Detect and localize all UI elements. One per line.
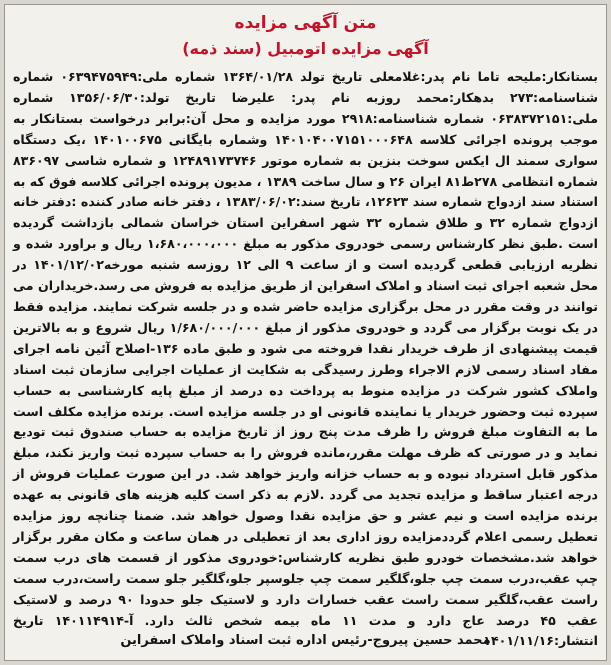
notice-title: متن آگهی مزایده: [234, 13, 377, 33]
notice-body: بستانکار:ملیحه تاما نام پدر:غلامعلی تاریخ تولد ۱۳۶۴/۰۱/۲۸ شماره ملی:۰۶۳۹۴۷۵۹۴۹ شماره شناسنامه:۲۷۳ بدهکار:محمد روزبه نام پدر: علیرضا تاریخ تولد:۱۳۵۶/۰۶/۳۰ شماره ملی:۰۶۳۸۳۷۲۱۵۱ شماره شناسنامه:۲۹۱۸ مورد مزایده و محل آن:برابر درخواست بستانکار به موجب پرونده اجرائی کلاسه ۱۴۰۱۰۴۰۰۷۱۵۱۰۰۰۶۴۸ وشماره بایگانی ۱۴۰۱۰۰۶۷۵ ،یک دستگاه سواری سمند ال ایکس سوخت بنزین به شماره موتور ۱۲۴۸۹۱۷۳۷۴۶ و شماره شاسی ۸۳۶۰۹۷ شماره انتظامی ۲۷۸ط۸۱ ایران ۲۶ و سال ساخت ۱۳۸۹ ، مدیون پرونده اجرائی کلاسه فوق که به استناد سند ازدواج شماره سند ۱۲۶۲۳، تاریخ سند:۱۳۸۳/۰۶/۰۲ ، دفتر خانه صادر کننده :دفتر خانه ازدواج شماره ۳۲ و طلاق شماره ۳۲ شهر اسفراین استان خراسان شمالی بازداشت گردیده است .طبق نظر کارشناس رسمی خودروی مذکور به مبلغ ۱،۶۸۰،۰۰۰،۰۰۰ ریال و براورد شده و نظریه ارزیابی قطعی گردیده است و از ساعت ۹ الی ۱۲ روزسه شنبه مورخه۱۴۰۱/۱۲/۰۲ در محل شعبه اجرای ثبت اسناد و املاک اسفراین از طریق مزایده به فروش می رسد.خریداران می توانند در وقت مقرر در محل برگزاری مزایده حاضر شده و در جلسه شرکت نمایند. مزایده فقط در یک نوبت برگزار می گردد و خودروی مذکور از مبلغ ۱/۶۸۰/۰۰۰/۰۰۰ ریال شروع و به بالاترین قیمت پیشنهادی از طرف خریدار نقدا فروخته می شود و طبق ماده ۱۳۶-اصلاح آئین نامه اجرای مفاد اسناد رسمی لازم الاجراء وطرز رسیدگی به شکایت از عملیات اجرایی سازمان ثبت اسناد واملاک کشور شرکت در مزایده منوط به پرداخت ده درصد از مبلغ پایه کارشناسی به حساب سپرده ثبت وحضور خریدار یا نماینده قانونی او در جلسه مزایده است. برنده مزایده مکلف است ما به التفاوت مبلغ فروش را ظرف مدت پنج روز از تاریخ مزایده به حساب صندوق ثبت تودیع نماید و در صورتی که ظرف مهلت مقرر،مانده فروش را به حساب سپرده ثبت واریز نکند، مبلغ مذکور قابل استرداد نبوده و به حساب خزانه واریز خواهد شد. در این صورت عملیات فروش از درجه اعتبار ساقط و مزایده تجدید می گردد .لازم به ذکر است کلیه هزینه های قانونی به عهده برنده مزایده است و نیم عشر و حق مزایده نقدا وصول خواهد شد. ضمنا چنانچه روز مزایده تعطیل رسمی اعلام گرددمزایده روز اداری بعد از تعطیلی در همان ساعت و مکان مقرر برگزار خواهد شد.مشخصات خودرو طبق نظریه کارشناس:خودروی مذکور از قسمت های درب سمت چپ عقب،درب سمت چپ جلو،گلگیر سمت چپ جلوسپر جلو،گلگیر جلو سمت راست،درب سمت راست عقب،گلگیر سمت راست عقب خسارات دارد و لاستیک جلو حدودا ۹۰ درصد و لاستیک عقب ۴۵ درصد عاج دارد و مدت ۱۱ ماه بیمه شخص ثالث دارد. آ-۱۴۰۱۱۴۹۱۴ تاریخ انتشار:۱۴۰۱/۱۱/۱۶: [13, 69, 599, 649]
notice-subtitle: آگهی مزایده اتومبیل (سند ذمه): [182, 39, 429, 58]
newspaper-clipping: [4, 4, 607, 661]
notice-signature: محمد حسین پیروج-رئیس اداره ثبت اسناد واملاک اسفراین: [120, 633, 491, 648]
